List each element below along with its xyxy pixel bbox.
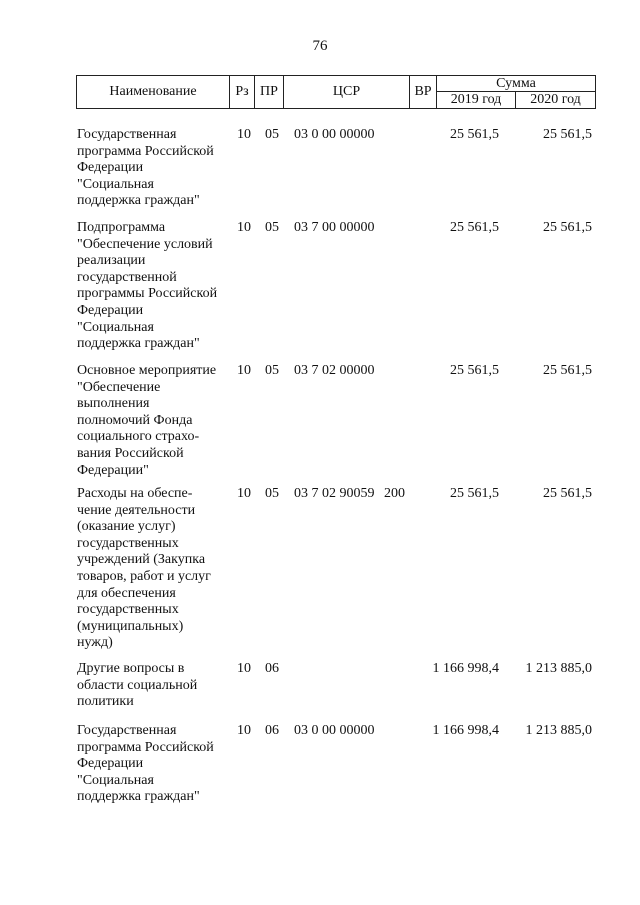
row-rz: 10	[237, 220, 251, 235]
header-sum: Сумма	[437, 76, 595, 92]
page-number: 76	[312, 38, 328, 54]
header-rz: Рз	[230, 76, 255, 108]
row-rz: 10	[237, 127, 251, 142]
row-pr: 05	[265, 486, 279, 501]
row-name: Расходы на обеспе- чение деятельности (оказание услуг) государственных учреждений (Закупка товаров, работ и услуг для обеспечения государственных (муниципальных) нужд)	[77, 486, 211, 651]
row-sum-2019: 25 561,5	[450, 486, 499, 501]
row-csr: 03 7 02 90059	[294, 486, 375, 501]
row-sum-2020: 1 213 885,0	[525, 661, 592, 676]
row-rz: 10	[237, 661, 251, 676]
row-pr: 05	[265, 127, 279, 142]
row-sum-2019: 25 561,5	[450, 363, 499, 378]
row-sum-2020: 25 561,5	[543, 486, 592, 501]
header-year-2019: 2019 год	[437, 92, 516, 108]
row-sum-2020: 1 213 885,0	[525, 723, 592, 738]
row-sum-2019: 1 166 998,4	[432, 723, 499, 738]
row-csr: 03 7 00 00000	[294, 220, 375, 235]
row-csr: 03 0 00 00000	[294, 127, 375, 142]
header-pr: ПР	[255, 76, 284, 108]
row-sum-2020: 25 561,5	[543, 127, 592, 142]
row-sum-2019: 25 561,5	[450, 220, 499, 235]
header-name: Наименование	[77, 76, 230, 108]
table-header	[76, 75, 596, 109]
row-name: Основное мероприятие "Обеспечение выполнения полномочий Фонда социального страхо- вания Российской Федерации"	[77, 363, 217, 478]
row-pr: 06	[265, 723, 279, 738]
row-csr: 03 7 02 00000	[294, 363, 375, 378]
header-year-2020: 2020 год	[530, 92, 581, 107]
row-rz: 10	[237, 486, 251, 501]
row-csr: 03 0 00 00000	[294, 723, 375, 738]
row-pr: 05	[265, 363, 279, 378]
row-sum-2019: 25 561,5	[450, 127, 499, 142]
row-name: Государственная программа Российской Федерации "Социальная поддержка граждан"	[77, 723, 214, 805]
row-sum-2020: 25 561,5	[543, 363, 592, 378]
row-name: Государственная программа Российской Федерации "Социальная поддержка граждан"	[77, 127, 214, 209]
row-sum-2020: 25 561,5	[543, 220, 592, 235]
row-rz: 10	[237, 723, 251, 738]
header-csr: ЦСР	[284, 76, 410, 108]
row-pr: 06	[265, 661, 279, 676]
header-vr: ВР	[410, 76, 437, 108]
row-name: Другие вопросы в области социальной политики	[77, 661, 198, 710]
row-pr: 05	[265, 220, 279, 235]
row-rz: 10	[237, 363, 251, 378]
row-vr: 200	[384, 486, 405, 501]
row-name: Подпрограмма "Обеспечение условий реализации государственной программы Российской Федерации "Социальная поддержка граждан"	[77, 220, 218, 352]
row-sum-2019: 1 166 998,4	[432, 661, 499, 676]
